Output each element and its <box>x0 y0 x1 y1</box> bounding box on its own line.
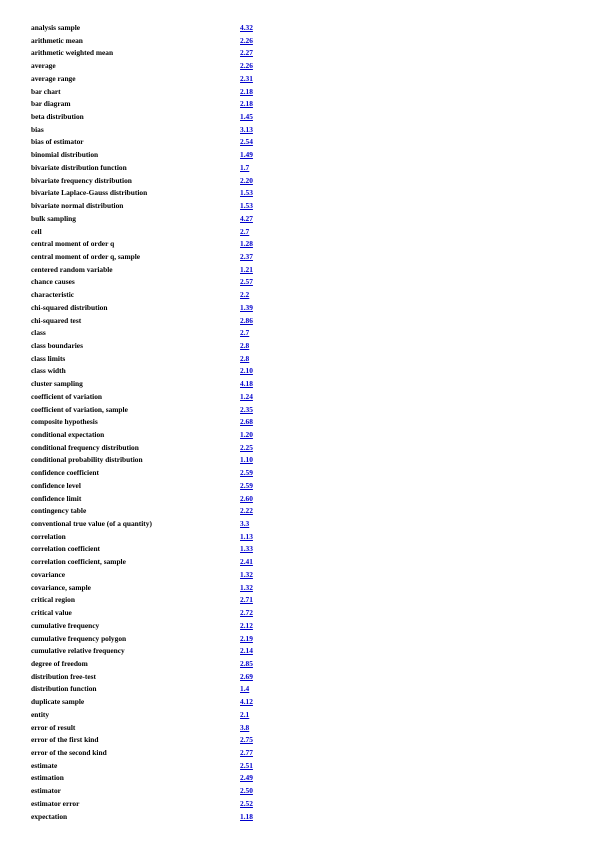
index-reference-link[interactable]: 1.13 <box>240 531 253 541</box>
index-entry <box>31 302 311 315</box>
index-term: bivariate frequency distribution <box>31 175 132 185</box>
index-reference-link[interactable]: 1.28 <box>240 239 253 249</box>
index-reference-link[interactable]: 2.59 <box>240 468 253 478</box>
index-term: bar diagram <box>31 99 71 109</box>
index-reference-link[interactable]: 2.19 <box>240 633 253 643</box>
index-term: entity <box>31 709 50 719</box>
index-entry <box>31 734 311 747</box>
index-term: conventional true value (of a quantity) <box>31 519 152 529</box>
index-entry <box>31 200 311 213</box>
index-entry <box>31 620 311 633</box>
index-entry <box>31 276 311 289</box>
index-entry <box>31 607 311 620</box>
index-entry <box>31 60 311 73</box>
index-reference-link[interactable]: 1.21 <box>240 264 253 274</box>
index-entry <box>31 136 311 149</box>
index-reference-link[interactable]: 1.45 <box>240 112 253 122</box>
index-entry <box>31 98 311 111</box>
index-reference-link[interactable]: 2.25 <box>240 442 253 452</box>
index-reference-link[interactable]: 1.39 <box>240 302 253 312</box>
index-reference-link[interactable]: 2.1 <box>240 709 250 719</box>
index-term: distribution function <box>31 684 97 694</box>
index-reference-link[interactable]: 2.68 <box>240 417 253 427</box>
index-reference-link[interactable]: 2.54 <box>240 137 253 147</box>
index-term: class limits <box>31 353 66 363</box>
index-term: conditional frequency distribution <box>31 442 139 452</box>
index-term: coefficient of variation, sample <box>31 404 128 414</box>
index-reference-link[interactable]: 2.7 <box>240 226 250 236</box>
index-term: critical region <box>31 595 75 605</box>
index-term: degree of freedom <box>31 658 88 668</box>
index-entry <box>31 454 311 467</box>
index-list <box>31 22 311 823</box>
index-entry <box>31 556 311 569</box>
index-entry <box>31 47 311 60</box>
index-entry <box>31 594 311 607</box>
index-term: analysis sample <box>31 23 81 32</box>
index-entry <box>31 722 311 735</box>
index-term: expectation <box>31 811 68 821</box>
index-reference-link[interactable]: 2.22 <box>240 506 253 516</box>
index-reference-link[interactable]: 2.12 <box>240 620 253 630</box>
index-entry <box>31 798 311 811</box>
index-term: central moment of order q <box>31 239 115 249</box>
index-term: error of the second kind <box>31 747 107 757</box>
index-term: cumulative frequency polygon <box>31 633 127 643</box>
index-reference-link[interactable]: 4.27 <box>240 213 253 223</box>
index-term: confidence limit <box>31 493 82 503</box>
index-reference-link[interactable]: 2.7 <box>240 328 250 338</box>
index-entry <box>31 404 311 417</box>
index-entry <box>31 251 311 264</box>
index-entry <box>31 187 311 200</box>
index-reference-link[interactable]: 1.32 <box>240 569 253 579</box>
index-term: composite hypothesis <box>31 417 98 427</box>
index-reference-link[interactable]: 2.69 <box>240 671 253 681</box>
index-term: bivariate normal distribution <box>31 201 124 211</box>
index-term: correlation coefficient, sample <box>31 557 126 567</box>
index-entry <box>31 467 311 480</box>
index-term: duplicate sample <box>31 697 85 707</box>
index-entry <box>31 111 311 124</box>
index-term: class boundaries <box>31 340 83 350</box>
index-reference-link[interactable]: 2.37 <box>240 251 253 261</box>
index-entry <box>31 340 311 353</box>
index-term: cumulative relative frequency <box>31 646 125 656</box>
index-entry <box>31 772 311 785</box>
index-term: central moment of order q, sample <box>31 251 141 261</box>
index-term: binomial distribution <box>31 150 99 160</box>
index-entry <box>31 658 311 671</box>
index-entry <box>31 645 311 658</box>
index-reference-link[interactable]: 2.27 <box>240 48 253 58</box>
index-term: bar chart <box>31 86 61 96</box>
index-term: error of the first kind <box>31 735 99 745</box>
index-term: critical value <box>31 608 72 618</box>
index-reference-link[interactable]: 2.51 <box>240 760 253 770</box>
index-reference-link[interactable]: 1.32 <box>240 582 253 592</box>
index-entry <box>31 264 311 277</box>
index-term: cell <box>31 226 42 236</box>
index-term: distribution free-test <box>31 671 96 681</box>
index-entry <box>31 696 311 709</box>
index-entry <box>31 73 311 86</box>
index-entry <box>31 518 311 531</box>
index-reference-link[interactable]: 1.20 <box>240 430 253 439</box>
index-reference-link[interactable]: 1.53 <box>240 201 253 211</box>
index-term: arithmetic weighted mean <box>31 48 114 58</box>
index-entry <box>31 505 311 518</box>
index-reference-link[interactable]: 2.14 <box>240 646 253 656</box>
index-entry <box>31 416 311 429</box>
index-reference-link[interactable]: 2.18 <box>240 86 253 96</box>
index-reference-link[interactable]: 1.4 <box>240 684 250 694</box>
index-entry <box>31 671 311 684</box>
index-term: chi-squared distribution <box>31 302 108 312</box>
index-term: confidence coefficient <box>31 468 99 478</box>
index-reference-link[interactable]: 3.13 <box>240 124 253 134</box>
index-reference-link[interactable]: 1.53 <box>240 188 253 198</box>
index-entry <box>31 22 311 35</box>
index-entry <box>31 149 311 162</box>
index-entry <box>31 378 311 391</box>
index-term: covariance, sample <box>31 582 91 592</box>
index-entry <box>31 238 311 251</box>
index-term: bivariate distribution function <box>31 162 127 172</box>
index-reference-link[interactable]: 4.12 <box>240 697 253 707</box>
index-entry <box>31 493 311 506</box>
index-reference-link[interactable]: 3.3 <box>240 519 250 529</box>
index-entry <box>31 633 311 646</box>
index-term: average range <box>31 73 76 83</box>
index-reference-link[interactable]: 1.18 <box>240 811 253 821</box>
index-term: bias of estimator <box>31 137 84 147</box>
index-term: confidence level <box>31 480 81 490</box>
index-reference-link[interactable]: 2.26 <box>240 35 253 45</box>
index-reference-link[interactable]: 2.10 <box>240 366 253 376</box>
index-reference-link[interactable]: 1.7 <box>240 162 250 172</box>
index-entry <box>31 480 311 493</box>
index-reference-link[interactable]: 2.49 <box>240 773 253 783</box>
index-term: bulk sampling <box>31 213 76 223</box>
index-entry <box>31 531 311 544</box>
index-reference-link[interactable]: 2.20 <box>240 175 253 185</box>
index-entry <box>31 811 311 824</box>
index-reference-link[interactable]: 2.75 <box>240 735 253 745</box>
index-term: covariance <box>31 569 66 579</box>
index-term: bias <box>31 124 44 134</box>
index-entry <box>31 327 311 340</box>
index-term: contingency table <box>31 506 87 516</box>
index-term: bivariate Laplace-Gauss distribution <box>31 188 148 198</box>
index-reference-link[interactable]: 1.10 <box>240 455 253 465</box>
index-reference-link[interactable]: 3.8 <box>240 722 250 732</box>
index-reference-link[interactable]: 2.8 <box>240 353 250 363</box>
index-entry <box>31 391 311 404</box>
index-entry <box>31 747 311 760</box>
index-term: correlation <box>31 531 66 541</box>
index-reference-link[interactable]: 2.18 <box>240 99 253 109</box>
index-entry <box>31 569 311 582</box>
index-term: estimation <box>31 773 64 783</box>
index-entry <box>31 289 311 302</box>
index-entry <box>31 683 311 696</box>
index-reference-link[interactable]: 2.52 <box>240 798 253 808</box>
index-entry <box>31 175 311 188</box>
index-entry <box>31 162 311 175</box>
index-entry <box>31 582 311 595</box>
index-term: correlation coefficient <box>31 544 101 554</box>
index-reference-link[interactable]: 4.18 <box>240 379 253 389</box>
index-reference-link[interactable]: 2.77 <box>240 747 253 757</box>
index-reference-link[interactable]: 2.86 <box>240 315 253 325</box>
index-term: beta distribution <box>31 112 84 122</box>
index-reference-link[interactable]: 2.26 <box>240 61 253 71</box>
index-term: average <box>31 61 56 71</box>
index-entry <box>31 429 311 442</box>
index-term: error of result <box>31 722 76 732</box>
index-term: conditional probability distribution <box>31 455 143 465</box>
index-term: coefficient of variation <box>31 391 103 401</box>
index-entry <box>31 543 311 556</box>
index-reference-link[interactable]: 2.60 <box>240 493 253 503</box>
index-entry <box>31 760 311 773</box>
index-reference-link[interactable]: 1.24 <box>240 391 253 401</box>
index-term: cumulative frequency <box>31 620 100 630</box>
index-entry <box>31 213 311 226</box>
index-entry <box>31 35 311 48</box>
index-term: cluster sampling <box>31 379 83 389</box>
index-reference-link[interactable]: 2.41 <box>240 557 253 567</box>
index-term: centered random variable <box>31 264 113 274</box>
index-reference-link[interactable]: 2.2 <box>240 290 250 300</box>
index-reference-link[interactable]: 4.32 <box>240 23 253 32</box>
index-reference-link[interactable]: 2.31 <box>240 73 253 83</box>
index-reference-link[interactable]: 1.49 <box>240 150 253 160</box>
index-reference-link[interactable]: 2.8 <box>240 340 250 350</box>
index-reference-link[interactable]: 2.71 <box>240 595 253 605</box>
index-reference-link[interactable]: 2.72 <box>240 608 253 618</box>
index-term: arithmetic mean <box>31 35 83 45</box>
index-term: conditional expectation <box>31 430 105 439</box>
index-entry <box>31 315 311 328</box>
index-reference-link[interactable]: 2.57 <box>240 277 253 287</box>
index-entry <box>31 86 311 99</box>
index-term: chance causes <box>31 277 75 287</box>
index-entry <box>31 785 311 798</box>
index-entry <box>31 442 311 455</box>
index-entry <box>31 124 311 137</box>
index-reference-link[interactable]: 2.59 <box>240 480 253 490</box>
index-entry <box>31 709 311 722</box>
index-term: estimator <box>31 786 61 796</box>
index-term: estimate <box>31 760 58 770</box>
index-term: estimator error <box>31 798 80 808</box>
index-term: characteristic <box>31 290 75 300</box>
index-term: chi-squared test <box>31 315 82 325</box>
index-term: class width <box>31 366 66 376</box>
index-reference-link[interactable]: 1.33 <box>240 544 253 554</box>
index-reference-link[interactable]: 2.50 <box>240 786 253 796</box>
index-reference-link[interactable]: 2.35 <box>240 404 253 414</box>
index-entry <box>31 226 311 239</box>
index-entry <box>31 365 311 378</box>
index-term: class <box>31 328 46 338</box>
index-reference-link[interactable]: 2.85 <box>240 658 253 668</box>
index-entry <box>31 353 311 366</box>
